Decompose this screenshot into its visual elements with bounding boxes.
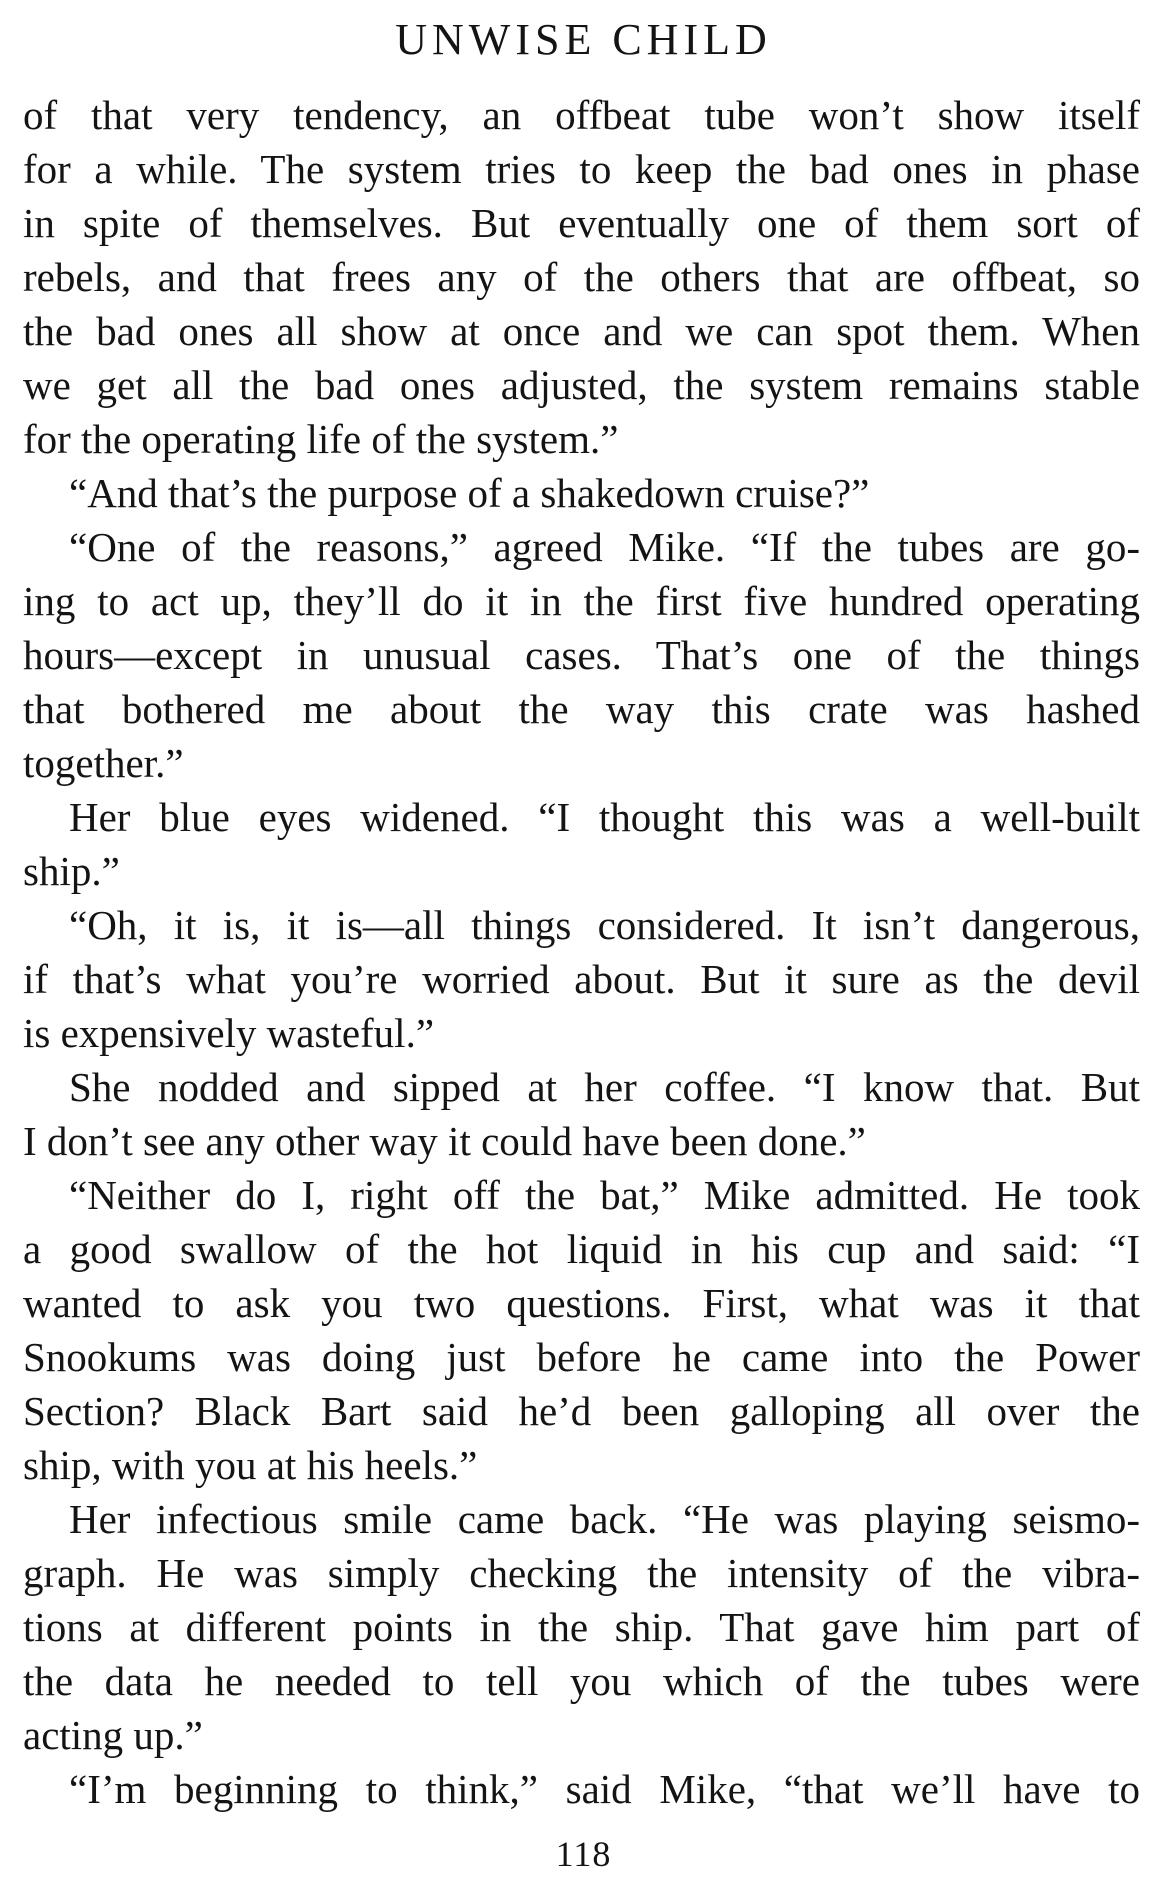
- text-line: for the operating life of the system.”: [23, 416, 619, 462]
- text-line: wanted to ask you two questions. First, what was it that: [23, 1280, 1140, 1326]
- text-line: acting up.”: [23, 1712, 203, 1758]
- text-line: is expensively wasteful.”: [23, 1010, 435, 1056]
- text-line: I don’t see any other way it could have been done.”: [23, 1118, 866, 1164]
- text-line: Snookums was doing just before he came into the Power: [23, 1334, 1140, 1380]
- text-line: ship.”: [23, 848, 120, 894]
- text-line: “Neither do I, right off the bat,” Mike admitted. He took: [69, 1172, 1140, 1218]
- text-line: tions at different points in the ship. That gave him part of: [23, 1604, 1140, 1650]
- text-line: the data he needed to tell you which of the tubes were: [23, 1658, 1140, 1704]
- text-line: that bothered me about the way this crate was hashed: [23, 686, 1140, 732]
- text-line: hours—except in unusual cases. That’s one of the things: [23, 632, 1140, 678]
- text-line: of that very tendency, an offbeat tube won’t show itself: [23, 92, 1140, 138]
- text-line: ing to act up, they’ll do it in the first five hundred operating: [23, 578, 1140, 624]
- page-number: 118: [555, 1834, 612, 1874]
- text-line: “And that’s the purpose of a shakedown cruise?”: [69, 470, 870, 516]
- text-line: if that’s what you’re worried about. But it sure as the devil: [23, 956, 1140, 1002]
- text-line: rebels, and that frees any of the others that are offbeat, so: [23, 254, 1140, 300]
- text-line: Her blue eyes widened. “I thought this was a well-built: [69, 794, 1140, 840]
- text-line: “One of the reasons,” agreed Mike. “If the tubes are go-: [69, 524, 1140, 570]
- text-line: we get all the bad ones adjusted, the system remains stable: [23, 362, 1140, 408]
- text-line: together.”: [23, 740, 184, 786]
- text-line: Section? Black Bart said he’d been galloping all over the: [23, 1388, 1140, 1434]
- text-line: Her infectious smile came back. “He was playing seismo-: [69, 1496, 1140, 1542]
- body-text: [23, 88, 1140, 1816]
- text-line: She nodded and sipped at her coffee. “I know that. But: [69, 1064, 1140, 1110]
- text-line: “Oh, it is, it is—all things considered. It isn’t dangerous,: [69, 902, 1140, 948]
- text-line: the bad ones all show at once and we can spot them. When: [23, 308, 1140, 354]
- running-head: UNWISE CHILD: [395, 15, 772, 64]
- text-line: ship, with you at his heels.”: [23, 1442, 478, 1488]
- text-line: “I’m beginning to think,” said Mike, “that we’ll have to: [69, 1766, 1140, 1812]
- text-line: for a while. The system tries to keep the bad ones in phase: [23, 146, 1140, 192]
- text-line: graph. He was simply checking the intensity of the vibra-: [23, 1550, 1140, 1596]
- text-line: a good swallow of the hot liquid in his cup and said: “I: [23, 1226, 1140, 1272]
- text-line: in spite of themselves. But eventually one of them sort of: [23, 200, 1140, 246]
